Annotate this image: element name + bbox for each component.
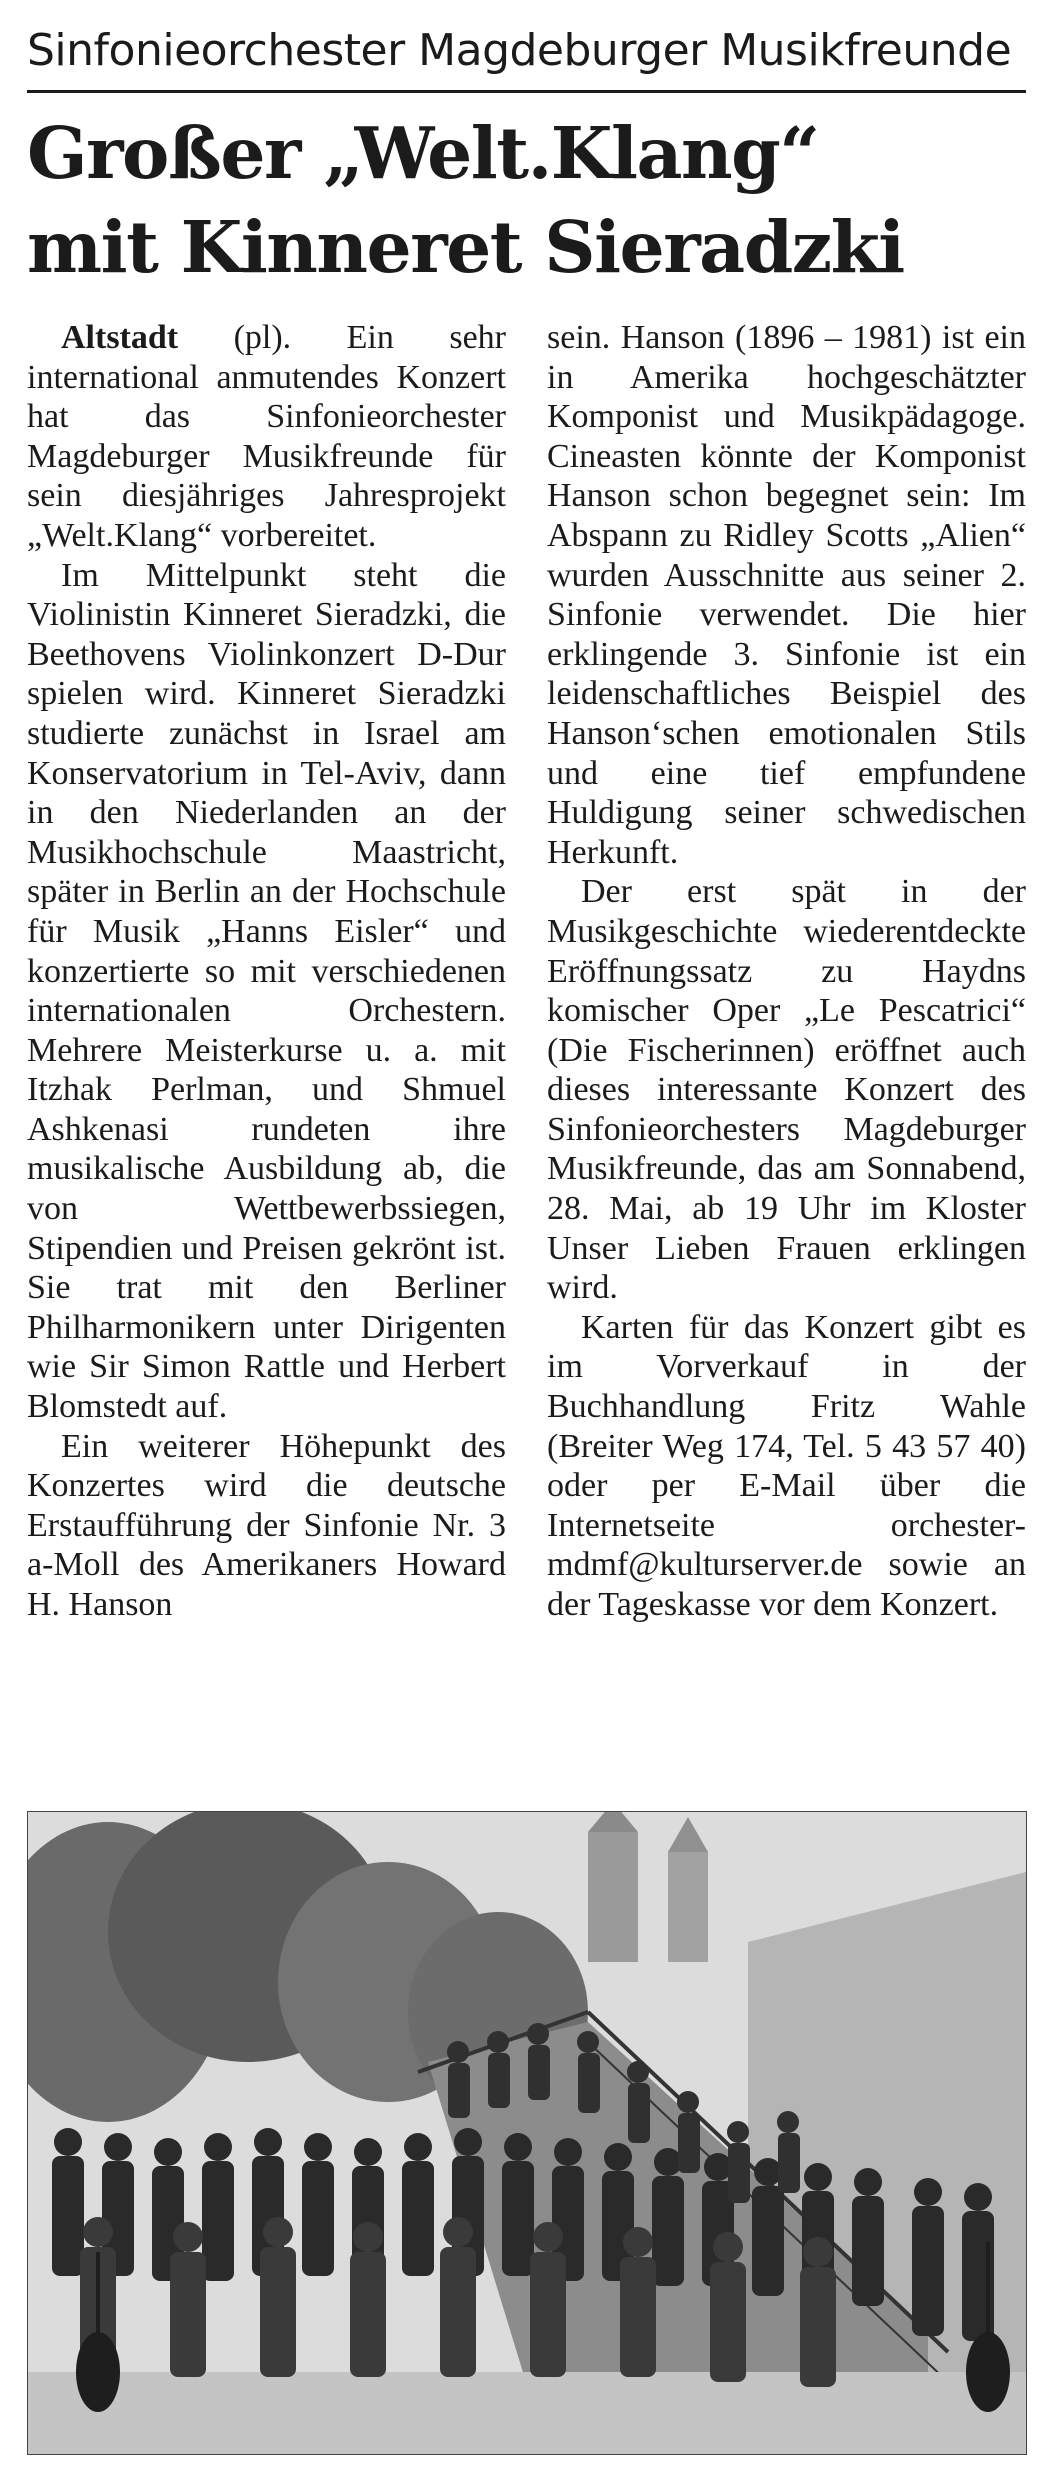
article-kicker: Sinfonieorchester Magdeburger Musikfreunde: [27, 25, 1012, 76]
paragraph-soloist: Im Mittelpunkt steht die Violinistin Kinneret Sieradzki, die Beethovens Violinkonzert D-Dur spielen wird. Kinneret Sieradzki studierte zunächst in Israel am Konservatorium in Tel-Aviv, dann in den Niederlanden an der Musikhochschule Maastricht, später in Berlin an der Hochschule für Musik „Hanns Eisler“ und konzertierte so mit verschiedenen internationalen Orchestern. Mehrere Meisterkurse u. a. mit Itzhak Perlman, und Shmuel Ashkenasi rundeten ihre musikalische Ausbildung ab, die von Wettbewerbssiegen, Stipendien und Preisen gekrönt ist. Sie trat mit den Berliner Philharmonikern unter Dirigenten wie Sir Simon Rattle und Herbert Blomstedt auf.: [27, 556, 506, 1426]
intro-text: (pl). Ein sehr international anmutendes Konzert hat das Sinfonieorchester Magdeburger Musikfreunde für sein diesjähriges Jahresprojekt „Welt.Klang“ vorbereitet.: [27, 319, 507, 554]
orchestra-group-photo-icon: [28, 1812, 1026, 2454]
headline-line-2: mit Kinneret Sieradzki: [27, 205, 904, 289]
orchestra-group-photo: [27, 1811, 1027, 2455]
paragraph-intro: [27, 318, 506, 556]
headline-line-1: Großer „Welt.Klang“: [27, 111, 819, 195]
paragraph-hanson-cont: sein. Hanson (1896 – 1981) ist ein in Amerika hochgeschätzter Komponist und Musikpädagoge. Cineasten könnte der Komponist Hanson schon begegnet sein: Im Abspann zu Ridley Scotts „Alien“ wurden Ausschnitte aus seiner 2. Sinfonie verwendet. Die hier erklingende 3. Sinfonie ist ein leidenschaftliches Beispiel des Hanson‘schen emotionalen Stils und eine tief empfundene Huldigung seiner schwedischen Herkunft.: [547, 319, 1026, 871]
article-column-right: [547, 318, 1026, 1625]
paragraph-tickets: Karten für das Konzert gibt es im Vorverkauf in der Buchhandlung Fritz Wahle (Breiter Weg 174, Tel. 5 43 57 40) oder per E-Mail über die Internetseite orchester-mdmf@kulturserver.de sowie an der Tageskasse vor dem Konzert.: [547, 1308, 1026, 1623]
dateline: Altstadt: [61, 319, 179, 356]
article-column-left: [27, 318, 506, 1625]
paragraph-hanson-start: Ein weiterer Höhepunkt des Konzertes wird die deutsche Erstaufführung der Sinfonie Nr. 3 a-Moll des Amerikaners Howard H. Hanson: [27, 1427, 506, 1623]
paragraph-haydn: Der erst spät in der Musikgeschichte wiederentdeckte Eröffnungssatz zu Haydns komischer Oper „Le Pescatrici“ (Die Fischerinnen) eröffnet auch dieses interessante Konzert des Sinfonieorchesters Magdeburger Musikfreunde, das am Sonnabend, 28. Mai, ab 19 Uhr im Kloster Unser Lieben Frauen erklingen wird.: [547, 873, 1026, 1307]
header-rule: [27, 90, 1026, 93]
article-headline: [27, 106, 1027, 294]
